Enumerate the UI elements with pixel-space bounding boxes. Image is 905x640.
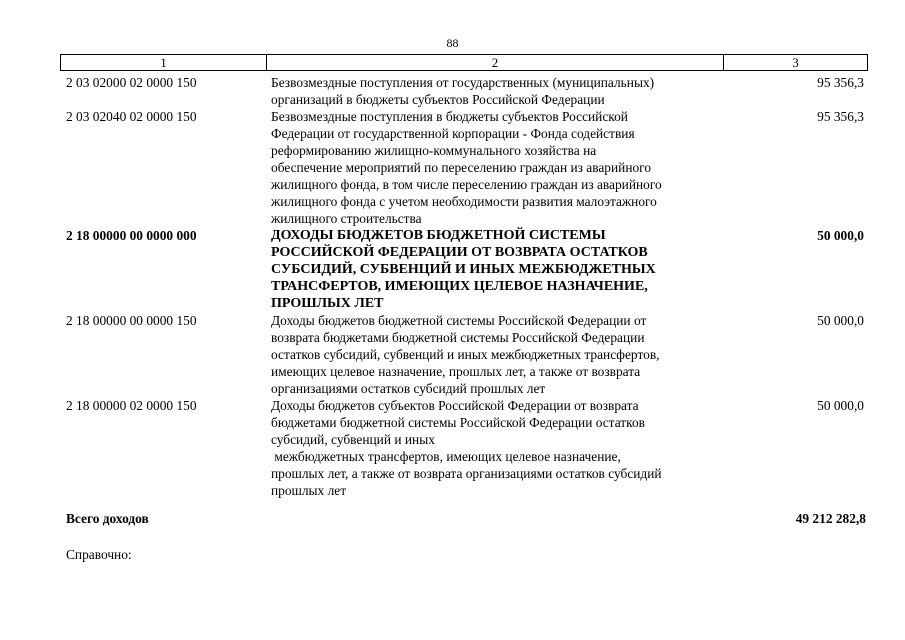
budget-code: 2 18 00000 00 0000 000: [66, 228, 197, 243]
description-line: ДОХОДЫ БЮДЖЕТОВ БЮДЖЕТНОЙ СИСТЕМЫ: [271, 228, 606, 243]
description-line: прошлых лет: [271, 483, 347, 498]
total-amount: 49 212 282,8: [795, 511, 866, 526]
description-line: Безвозмездные поступления в бюджеты субъектов Российской: [271, 109, 628, 124]
description-line: жилищного фонда с учетом необходимости развития малоэтажного: [271, 194, 657, 209]
income-description: [271, 397, 741, 499]
description-line: субсидий, субвенций и иных: [271, 432, 435, 447]
description-line: прошлых лет, а также от возврата организациями остатков субсидий: [271, 466, 662, 481]
description-line: РОССИЙСКОЙ ФЕДЕРАЦИИ ОТ ВОЗВРАТА ОСТАТКОВ: [271, 245, 648, 260]
description-line: реформированию жилищно-коммунального хозяйства на: [271, 143, 597, 158]
description-line: бюджетами бюджетной системы Российской Федерации остатков: [271, 415, 645, 430]
table-row: [66, 227, 866, 312]
budget-code: 2 18 00000 02 0000 150: [66, 398, 197, 413]
description-line: ПРОШЛЫХ ЛЕТ: [271, 296, 384, 311]
description-line: организациями остатков субсидий прошлых лет: [271, 381, 546, 396]
amount: 95 356,3: [817, 109, 864, 124]
page-number: 88: [446, 36, 459, 50]
column-header-1: 1: [61, 55, 267, 70]
description-line: жилищного строительства: [271, 211, 422, 226]
description-line: межбюджетных трансфертов, имеющих целевое назначение,: [271, 449, 621, 464]
total-row: [66, 510, 866, 527]
income-description: [271, 227, 741, 312]
table-row: [66, 74, 866, 108]
description-line: организаций в бюджеты субъектов Российской Федерации: [271, 92, 605, 107]
column-header-2: 2: [267, 55, 724, 70]
description-line: обеспечение мероприятий по переселению граждан из аварийного: [271, 160, 652, 175]
description-line: имеющих целевое назначение, прошлых лет, а также от возврата: [271, 364, 641, 379]
table-row: [66, 312, 866, 397]
description-line: Федерации от государственной корпорации - Фонда содействия: [271, 126, 635, 141]
total-label: Всего доходов: [66, 511, 149, 526]
table-row: [66, 108, 866, 227]
amount: 50 000,0: [817, 398, 864, 413]
amount: 95 356,3: [817, 75, 864, 90]
column-header-3: 3: [792, 55, 799, 70]
description-line: Безвозмездные поступления от государственных (муниципальных): [271, 75, 655, 90]
description-line: Доходы бюджетов субъектов Российской Федерации от возврата: [271, 398, 639, 413]
income-description: [271, 312, 741, 397]
column-header-row: [60, 54, 868, 71]
budget-code: 2 18 00000 00 0000 150: [66, 313, 197, 328]
description-line: остатков субсидий, субвенций и иных межбюджетных трансфертов,: [271, 347, 660, 362]
description-line: СУБСИДИЙ, СУБВЕНЦИЙ И ИНЫХ МЕЖБЮДЖЕТНЫХ: [271, 262, 656, 277]
description-line: жилищного фонда, в том числе переселению граждан из аварийного: [271, 177, 662, 192]
income-description: [271, 108, 741, 227]
description-line: ТРАНСФЕРТОВ, ИМЕЮЩИХ ЦЕЛЕВОЕ НАЗНАЧЕНИЕ,: [271, 279, 648, 294]
income-table-body: [66, 74, 866, 499]
amount: 50 000,0: [817, 228, 864, 243]
budget-code: 2 03 02000 02 0000 150: [66, 75, 197, 90]
description-line: Доходы бюджетов бюджетной системы Российской Федерации от: [271, 313, 647, 328]
budget-code: 2 03 02040 02 0000 150: [66, 109, 197, 124]
reference-note: Справочно:: [66, 547, 132, 562]
income-description: [271, 74, 741, 108]
description-line: возврата бюджетами бюджетной системы Российской Федерации: [271, 330, 645, 345]
table-row: [66, 397, 866, 499]
amount: 50 000,0: [817, 313, 864, 328]
